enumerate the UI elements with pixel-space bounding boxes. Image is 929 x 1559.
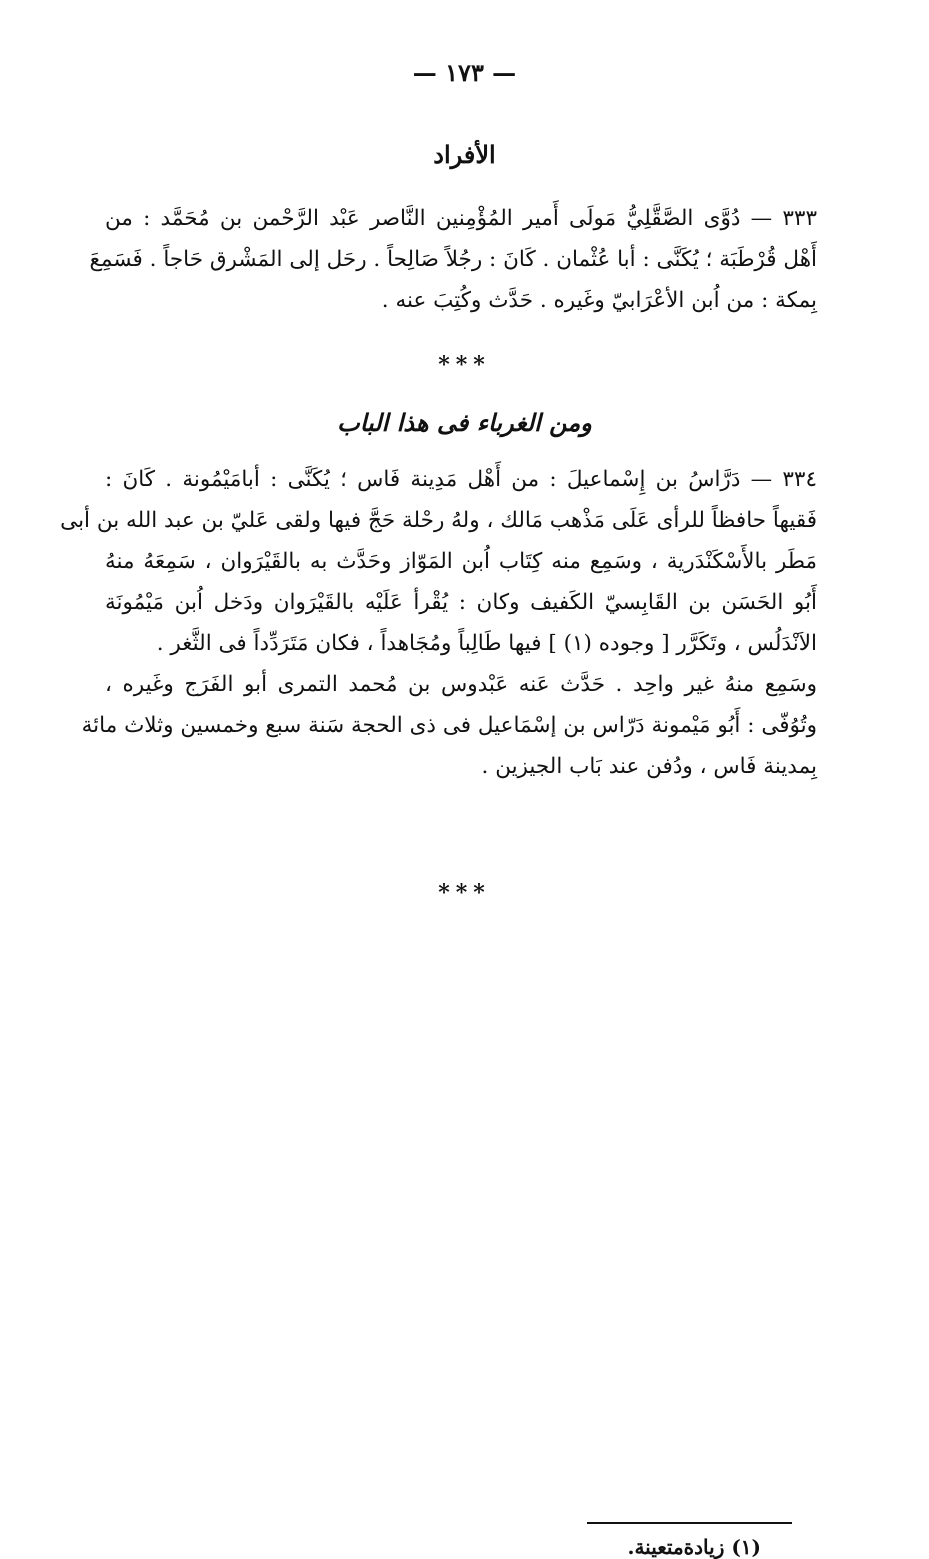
section-heading-ghurabaa: ومن الغرباء فى هذا الباب (337, 408, 592, 437)
entry-334-line: الاَنْدَلُس ، وتَكَرَّر [ وجوده (١) ] فيها طَالِباً ومُجَاهداً ، فكان مَتَرَدِّداً فى الثَّغر . (156, 631, 817, 656)
entry-333-line: أَهْل قُرْطَبَة ؛ يُكَنَّى : أبا عُثْمان . كَانَ : رجُلاً صَالِحاً . رحَل إلى المَشْرق حَاجاً . فَسَمِعَ (89, 247, 817, 272)
page-number: — ١٧٣ — (412, 58, 517, 87)
entry-333-line: ٣٣٣ — دُوَّى الصَّقَّلِيُّ مَولَى أَمير المُؤْمِنين النَّاصر عَبْد الرَّحْمن بن مُحَمَّد : من (105, 206, 817, 231)
entry-333-line: بِمكة : من اُبن الأعْرَابيّ وغَيره . حَدَّث وكُتِبَ عنه . (381, 288, 817, 313)
entry-334-line: ٣٣٤ — دَرَّاسُ بن إِسْماعيلَ : من أَهْل مَدِينة فَاس ؛ يُكَنَّى : أبامَيْمُونة . كَانَ : (105, 467, 817, 492)
entry-334 (60, 459, 817, 787)
entry-334-line: أَبُو الحَسَن بن القَابِسيّ الكَفيف وكان : يُقْرأ عَلَيْه بالقَيْرَوان ودَخل اُبن مَيْمُونَة (105, 590, 817, 615)
entry-333 (89, 198, 817, 321)
footnote-divider (587, 1522, 792, 1524)
entry-334-line: وتُوُفّى : أَبُو مَيْمونة دَرّاس بن إسْمَاعيل فى ذى الحجة سَنة سبع وخمسين وثلاث مائة (81, 713, 817, 738)
entry-334-line: فَقيهاً حافظاً للرأى عَلَى مَذْهب مَالك ، ولهُ رحْلة حَجَّ فيها ولقى عَليّ بن عبد الله بن أبى (60, 508, 817, 533)
entry-334-line: مَطَر بالأَسْكَنْدَرية ، وسَمِع منه كِتَاب اُبن المَوّاز وحَدَّث به بالقَيْرَوان ، سَمِعَهُ منهُ (105, 549, 817, 574)
footnote: (١) زيادةمتعينة. (627, 1535, 761, 1559)
separator-asterisks: *** (438, 352, 491, 378)
entry-334-line: بِمدينة فَاس ، ودُفن عند بَاب الجيزين . (481, 754, 817, 779)
separator-asterisks: *** (438, 880, 491, 906)
section-heading-afrad: الأفراد (433, 140, 496, 169)
entry-334-line: وسَمِع منهُ غير واحِد . حَدَّث عَنه عَبْدوس بن مُحمد التمرى أبو الفَرَج وغَيره ، (105, 672, 817, 697)
